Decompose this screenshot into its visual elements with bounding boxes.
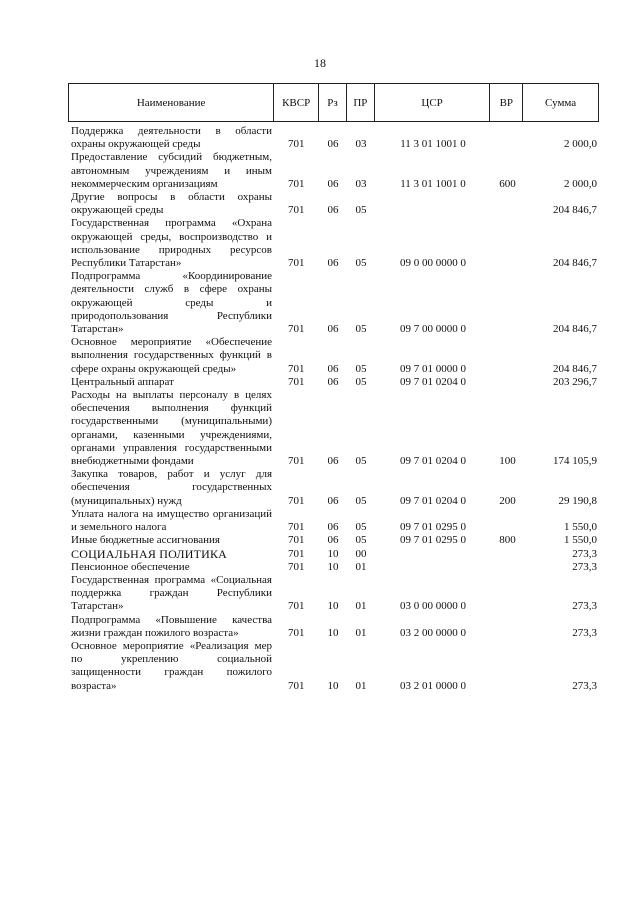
cell-pr: 05 [355,323,367,336]
cell-sum: 273,3 [572,560,597,573]
table-row [68,640,599,693]
cell-kvsr: 701 [288,534,305,547]
cell-rz: 10 [327,560,339,573]
cell-sum: 204 846,7 [553,323,597,336]
cell-name: Пенсионное обеспечение [71,560,190,573]
cell-csr: 09 7 01 0000 0 [400,362,466,375]
cell-sum: 1 550,0 [564,521,597,534]
table-row [68,191,599,217]
cell-csr: 09 7 01 0295 0 [400,521,466,534]
cell-pr: 05 [355,521,367,534]
cell-kvsr: 701 [288,679,305,692]
cell-kvsr: 701 [288,547,305,560]
cell-csr: 09 7 01 0295 0 [400,534,466,547]
table-row [68,508,599,534]
cell-name: Поддержка деятельности в области охраны окружающей среды [71,125,272,151]
table-row [68,561,599,574]
cell-rz: 06 [327,534,339,547]
cell-rz: 06 [327,138,339,151]
cell-sum: 2 000,0 [564,177,597,190]
table-row [68,614,599,640]
cell-name: Уплата налога на имущество организаций и земельного налога [71,507,272,534]
cell-rz: 06 [327,257,339,270]
page-number: 18 [314,56,326,70]
cell-pr: 03 [355,138,367,151]
cell-sum: 273,3 [572,679,597,692]
cell-vr: 800 [499,534,516,547]
cell-sum: 204 846,7 [553,257,597,270]
cell-kvsr: 701 [288,494,305,507]
cell-sum: 174 105,9 [553,455,597,468]
cell-csr: 03 0 00 0000 0 [400,600,466,613]
cell-rz: 06 [327,455,339,468]
table-row [68,125,599,151]
cell-pr: 01 [355,626,367,639]
cell-sum: 204 846,7 [553,362,597,375]
table-row [68,270,599,336]
cell-name: Иные бюджетные ассигнования [71,534,220,547]
cell-csr: 11 3 01 1001 0 [400,138,466,151]
cell-name: Предоставление субсидий бюджетным, автономным учреждениям и иным некоммерческим организациям [71,151,272,190]
budget-table [68,83,599,693]
header-sum: Сумма [545,96,577,109]
cell-name: СОЦИАЛЬНАЯ ПОЛИТИКА [71,546,228,561]
cell-name: Основное мероприятие «Обеспечение выполнения государственных функций в сфере охраны окружающей среды» [71,336,272,375]
table-row [68,574,599,614]
cell-vr: 600 [499,177,516,190]
cell-sum: 1 550,0 [564,534,597,547]
header-name: Наименование [69,84,274,121]
table-row [68,336,599,376]
cell-pr: 00 [355,547,367,560]
header-rz: Рз [319,84,347,121]
cell-kvsr: 701 [288,600,305,613]
cell-sum: 273,3 [572,547,597,560]
cell-name: Расходы на выплаты персоналу в целях обеспечения выполнения функций государственными (муниципальными) органами, казенными учреждениями, органами управления государственными внебюджетными фондами [71,389,272,468]
cell-sum: 203 296,7 [553,375,597,388]
cell-pr: 01 [355,560,367,573]
table-row [68,534,599,547]
cell-rz: 06 [327,177,339,190]
cell-csr: 09 7 00 0000 0 [400,323,466,336]
cell-name: Государственная программа «Охрана окружающей среды, воспроизводство и использование природных ресурсов Республики Татарстан» [71,217,272,270]
cell-csr: 09 7 01 0204 0 [400,455,466,468]
cell-name: Другие вопросы в области охраны окружающей среды [71,191,272,217]
cell-name: Основное мероприятие «Реализация мер по укреплению социальной защищенности граждан пожилого возраста» [71,639,272,692]
cell-rz: 06 [327,375,339,388]
header-kvsr: КВСР [274,84,319,121]
cell-name: Государственная программа «Социальная поддержка граждан Республики Татарстан» [71,573,272,613]
cell-csr: 09 0 00 0000 0 [400,257,466,270]
header-vr: ВР [490,84,523,121]
cell-sum: 273,3 [572,626,597,639]
cell-name: Подпрограмма «Координирование деятельности служб в сфере охраны окружающей среды и природопользования Республики Татарстан» [71,270,272,336]
cell-kvsr: 701 [288,177,305,190]
cell-vr: 200 [499,494,516,507]
table-row [68,217,599,270]
cell-pr: 05 [355,494,367,507]
cell-kvsr: 701 [288,455,305,468]
cell-csr: 03 2 01 0000 0 [400,679,466,692]
cell-rz: 10 [327,626,339,639]
cell-sum: 29 190,8 [558,494,597,507]
cell-csr: 09 7 01 0204 0 [400,375,466,388]
cell-kvsr: 701 [288,521,305,534]
cell-sum: 273,3 [572,600,597,613]
table-row [68,389,599,468]
cell-csr: 09 7 01 0204 0 [400,494,466,507]
cell-vr: 100 [499,455,516,468]
cell-rz: 06 [327,494,339,507]
cell-csr: 11 3 01 1001 0 [400,177,466,190]
cell-csr: 03 2 00 0000 0 [400,626,466,639]
cell-kvsr: 701 [288,323,305,336]
header-pr: ПР [347,84,375,121]
cell-name: Подпрограмма «Повышение качества жизни граждан пожилого возраста» [71,613,272,639]
cell-rz: 10 [327,600,339,613]
cell-sum: 2 000,0 [564,138,597,151]
cell-kvsr: 701 [288,204,305,217]
cell-kvsr: 701 [288,560,305,573]
cell-pr: 01 [355,679,367,692]
cell-pr: 05 [355,455,367,468]
cell-rz: 10 [327,547,339,560]
cell-pr: 03 [355,177,367,190]
cell-kvsr: 701 [288,375,305,388]
table-row [68,376,599,389]
table-row [68,548,599,561]
cell-pr: 05 [355,362,367,375]
cell-pr: 05 [355,204,367,217]
header-csr: ЦСР [375,84,491,121]
cell-kvsr: 701 [288,257,305,270]
cell-rz: 06 [327,204,339,217]
cell-name: Центральный аппарат [71,375,174,388]
cell-pr: 05 [355,257,367,270]
cell-pr: 01 [355,600,367,613]
cell-sum: 204 846,7 [553,204,597,217]
cell-name: Закупка товаров, работ и услуг для обеспечения государственных (муниципальных) нужд [71,468,272,507]
cell-kvsr: 701 [288,362,305,375]
cell-rz: 10 [327,679,339,692]
table-row [68,468,599,508]
cell-rz: 06 [327,521,339,534]
table-row [68,151,599,191]
table-header [68,83,599,122]
cell-kvsr: 701 [288,626,305,639]
cell-rz: 06 [327,323,339,336]
table-body [68,125,599,693]
cell-rz: 06 [327,362,339,375]
cell-pr: 05 [355,534,367,547]
cell-kvsr: 701 [288,138,305,151]
cell-pr: 05 [355,375,367,388]
